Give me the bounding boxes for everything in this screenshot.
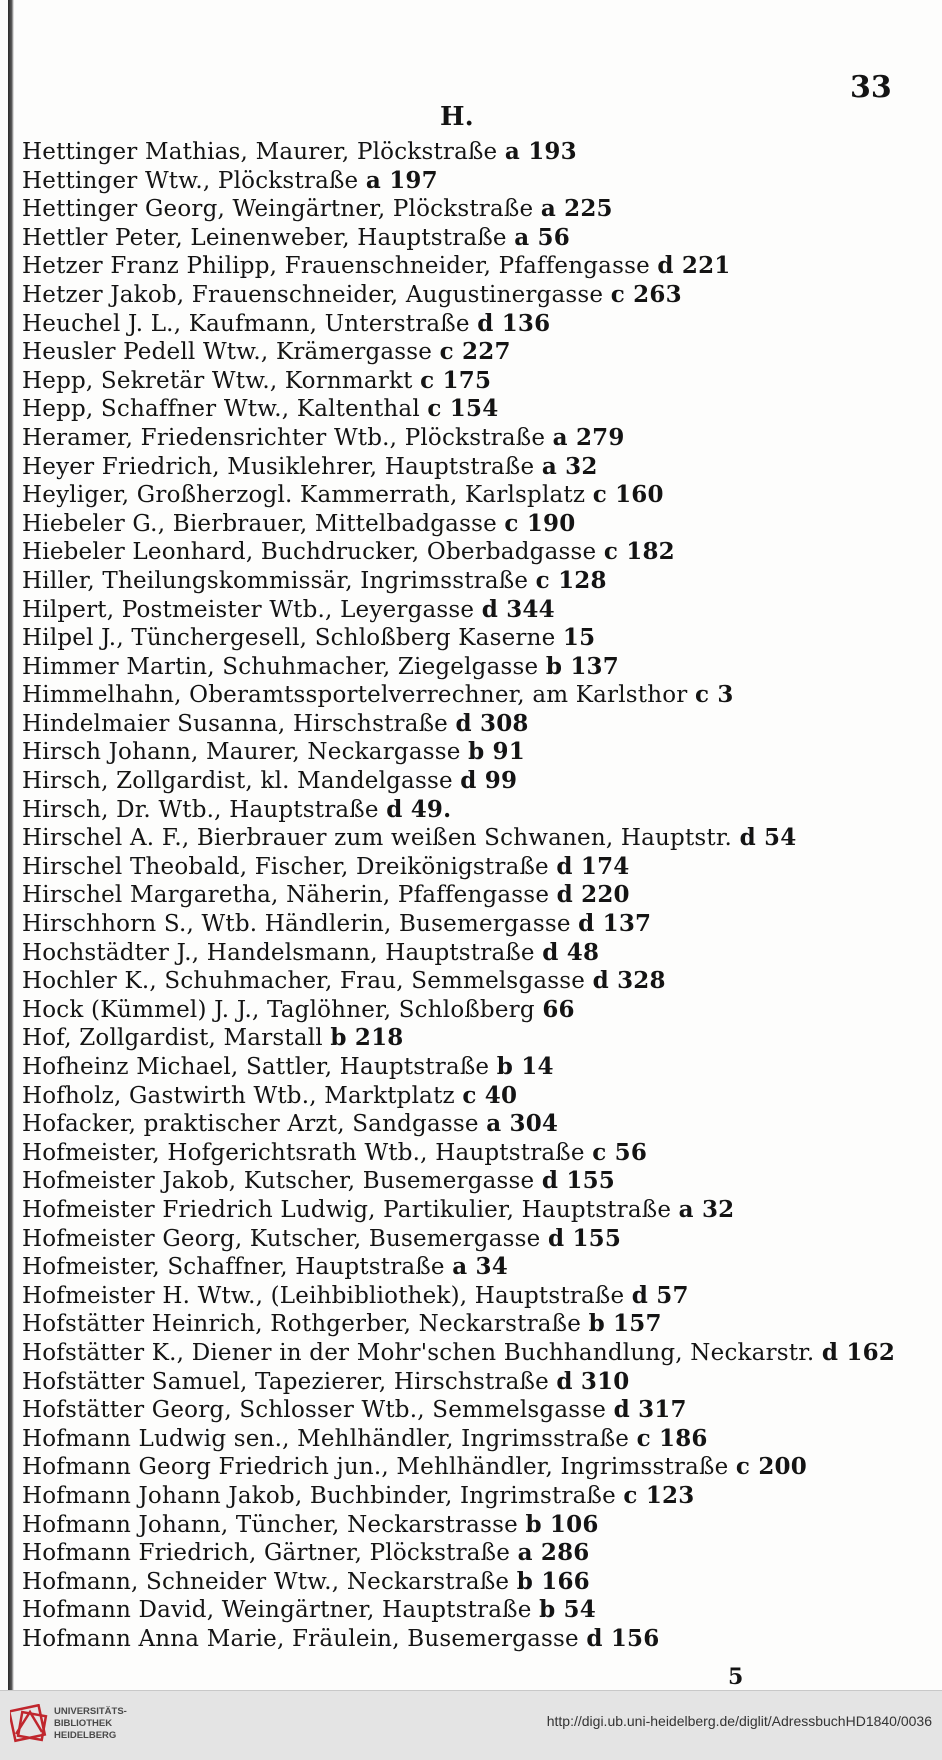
entry-text: Hiller, Theilungskommissär, Ingrimsstraße (22, 567, 529, 594)
address-entry (22, 367, 922, 396)
entry-text: Hetzer Jakob, Frauenschneider, Augustinergasse (22, 281, 604, 308)
address-entry (22, 853, 922, 882)
entry-house-number: b 54 (539, 1596, 596, 1624)
library-name-line-3: HEIDELBERG (54, 1730, 117, 1741)
entry-house-number: d 137 (578, 910, 652, 938)
entry-text: Hofholz, Gastwirth Wtb., Marktplatz (22, 1082, 455, 1109)
entry-house-number: 66 (542, 995, 575, 1023)
entry-text: Hirschhorn S., Wtb. Händlerin, Busemergasse (22, 911, 571, 938)
entry-house-number: b 91 (468, 738, 525, 766)
entry-text: Hettinger Wtw., Plöckstraße (22, 167, 359, 194)
entry-text: Hofstätter Georg, Schlosser Wtb., Semmelsgasse (22, 1397, 607, 1424)
address-entry (22, 224, 922, 253)
entry-text: Hofmann David, Weingärtner, Hauptstraße (22, 1597, 532, 1624)
entry-house-number: d 174 (556, 852, 630, 880)
entry-text: Hofstätter Heinrich, Rothgerber, Neckarstraße (22, 1311, 582, 1338)
entry-house-number: d 220 (556, 881, 630, 909)
entry-text: Hofstätter K., Diener in der Mohr'schen Buchhandlung, Neckarstr. (22, 1339, 815, 1366)
entry-house-number: a 225 (540, 195, 613, 223)
entry-text: Hofmeister, Hofgerichtsrath Wtb., Hauptstraße (22, 1139, 585, 1166)
entry-text: Hofmann, Schneider Wtw., Neckarstraße (22, 1568, 510, 1595)
entry-house-number: d 344 (481, 595, 555, 623)
entry-house-number: b 218 (330, 1024, 404, 1052)
entry-text: Hofmeister, Schaffner, Hauptstraße (22, 1254, 445, 1281)
entry-text: Hirsch Johann, Maurer, Neckargasse (22, 739, 461, 766)
entry-house-number: d 54 (739, 824, 797, 852)
entry-house-number: a 279 (552, 423, 625, 451)
entry-house-number: d 136 (477, 309, 551, 337)
entry-house-number: b 106 (525, 1510, 599, 1538)
entry-house-number: c 227 (439, 338, 511, 366)
entry-text: Hepp, Sekretär Wtw., Kornmarkt (22, 367, 413, 394)
entry-text: Hilpel J., Tünchergesell, Schloßberg Kaserne (22, 625, 556, 652)
address-entry (22, 1539, 922, 1568)
address-entry (22, 767, 922, 796)
entry-house-number: c 56 (592, 1138, 648, 1166)
address-entry (22, 252, 922, 281)
entry-house-number: c 128 (535, 566, 607, 594)
address-entry (22, 653, 922, 682)
page-number: 33 (850, 70, 892, 105)
section-letter: H. (440, 102, 474, 132)
address-entry (22, 1368, 922, 1397)
entry-house-number: c 263 (610, 280, 682, 308)
address-entry (22, 1024, 922, 1053)
entry-text: Hof, Zollgardist, Marstall (22, 1025, 323, 1052)
address-entry (22, 481, 922, 510)
address-entry (22, 596, 922, 625)
entry-house-number: d 99 (460, 767, 518, 795)
entry-house-number: d 49. (386, 795, 452, 823)
entry-house-number: b 14 (496, 1053, 554, 1080)
address-entry (22, 453, 922, 482)
address-entry (22, 1282, 922, 1311)
address-entry (22, 1253, 922, 1282)
entry-house-number: d 317 (613, 1396, 687, 1424)
entry-house-number: a 304 (486, 1110, 559, 1138)
entry-text: Hofheinz Michael, Sattler, Hauptstraße (22, 1054, 490, 1080)
entry-text: Hofstätter Samuel, Tapezierer, Hirschstraße (22, 1368, 549, 1395)
entry-text: Hilpert, Postmeister Wtb., Leyergasse (22, 596, 475, 623)
entry-house-number: c 40 (462, 1081, 518, 1109)
address-entry (22, 681, 922, 710)
address-entry (22, 338, 922, 367)
signature-mark: 5 (728, 1664, 744, 1690)
entry-house-number: a 32 (678, 1195, 735, 1223)
address-entry-list (22, 138, 922, 1653)
address-entry (22, 1225, 922, 1254)
address-entry (22, 1396, 922, 1425)
entry-text: Hettler Peter, Leinenweber, Hauptstraße (22, 224, 507, 251)
entry-house-number: d 155 (541, 1167, 615, 1195)
address-entry (22, 939, 922, 968)
entry-text: Hirsch, Dr. Wtb., Hauptstraße (22, 796, 379, 823)
entry-house-number: b 166 (516, 1567, 590, 1595)
entry-text: Hock (Kümmel) J. J., Taglöhner, Schloßberg (22, 996, 535, 1023)
entry-house-number: a 56 (514, 223, 570, 251)
entry-house-number: d 57 (631, 1281, 689, 1309)
address-entry (22, 424, 922, 453)
library-name-line-2: BIBLIOTHEK (54, 1718, 113, 1729)
entry-house-number: c 200 (735, 1453, 807, 1481)
library-name (54, 1706, 127, 1742)
entry-text: Hetzer Franz Philipp, Frauenschneider, Pfaffengasse (22, 253, 650, 280)
entry-text: Hofmeister H. Wtw., (Leihbibliothek), Hauptstraße (22, 1282, 625, 1309)
address-entry (22, 567, 922, 596)
address-entry (22, 167, 922, 196)
entry-text: Hofmann Johann Jakob, Buchbinder, Ingrimstraße (22, 1482, 616, 1509)
entry-text: Heramer, Friedensrichter Wtb., Plöckstraße (22, 424, 546, 451)
entry-text: Himmer Martin, Schuhmacher, Ziegelgasse (22, 653, 539, 680)
entry-house-number: c 123 (623, 1481, 695, 1509)
entry-text: Hirschel A. F., Bierbrauer zum weißen Schwanen, Hauptstr. (22, 825, 733, 852)
entry-text: Hirschel Theobald, Fischer, Dreikönigstraße (22, 853, 549, 880)
entry-text: Heyliger, Großherzogl. Kammerrath, Karlsplatz (22, 482, 586, 509)
book-spine-shadow (8, 0, 14, 1690)
entry-house-number: d 48 (542, 938, 600, 966)
entry-house-number: a 32 (541, 452, 598, 480)
address-entry (22, 1110, 922, 1139)
entry-text: Hochstädter J., Handelsmann, Hauptstraße (22, 939, 535, 966)
entry-text: Hofmann Georg Friedrich jun., Mehlhändler, Ingrimsstraße (22, 1454, 729, 1481)
entry-house-number: b 137 (545, 652, 619, 680)
entry-text: Hofmeister Georg, Kutscher, Busemergasse (22, 1225, 541, 1252)
entry-house-number: c 182 (603, 538, 675, 566)
entry-house-number: d 155 (547, 1224, 622, 1252)
address-entry (22, 310, 922, 339)
entry-text: Hofmann Ludwig sen., Mehlhändler, Ingrimsstraße (22, 1425, 630, 1452)
address-entry (22, 796, 922, 825)
entry-text: Hirschel Margaretha, Näherin, Pfaffengasse (22, 882, 550, 909)
entry-house-number: c 154 (427, 395, 499, 423)
address-entry (22, 395, 922, 424)
entry-house-number: c 186 (636, 1424, 708, 1452)
address-entry (22, 510, 922, 539)
viewer-footer (0, 1690, 942, 1760)
address-entry (22, 1167, 922, 1196)
entry-text: Heusler Pedell Wtw., Krämergasse (22, 339, 433, 366)
entry-text: Hiebeler G., Bierbrauer, Mittelbadgasse (22, 510, 497, 537)
entry-text: Hettinger Georg, Weingärtner, Plöckstraße (22, 196, 534, 223)
address-entry (22, 1596, 922, 1625)
entry-house-number: 15 (562, 624, 596, 652)
address-entry (22, 967, 922, 996)
entry-house-number: d 156 (586, 1624, 660, 1652)
entry-text: Heyer Friedrich, Musiklehrer, Hauptstraße (22, 453, 535, 480)
entry-text: Hofmann Anna Marie, Fräulein, Busemergasse (22, 1625, 579, 1652)
entry-house-number: c 160 (592, 481, 664, 509)
entry-text: Hirsch, Zollgardist, kl. Mandelgasse (22, 768, 453, 795)
address-entry (22, 1482, 922, 1511)
address-entry (22, 1453, 922, 1482)
entry-house-number: c 190 (504, 509, 576, 537)
entry-text: Hofmeister Friedrich Ludwig, Partikulier, Hauptstraße (22, 1196, 672, 1223)
university-library-logo-icon[interactable] (10, 1704, 50, 1744)
entry-house-number: d 221 (657, 252, 731, 280)
library-name-line-1: UNIVERSITÄTS- (54, 1706, 127, 1717)
entry-house-number: c 175 (420, 366, 492, 394)
address-entry (22, 1425, 922, 1454)
address-entry (22, 195, 922, 224)
entry-text: Himmelhahn, Oberamtssportelverrechner, am Karlsthor (22, 682, 688, 709)
entry-text: Hindelmaier Susanna, Hirschstraße (22, 710, 448, 737)
entry-house-number: a 286 (517, 1539, 590, 1567)
address-entry (22, 138, 922, 167)
address-entry (22, 1625, 922, 1654)
address-entry (22, 281, 922, 310)
address-entry (22, 1568, 922, 1597)
address-entry (22, 996, 922, 1025)
entry-house-number: a 34 (452, 1253, 508, 1281)
entry-text: Hiebeler Leonhard, Buchdrucker, Oberbadgasse (22, 539, 597, 566)
entry-text: Hepp, Schaffner Wtw., Kaltenthal (22, 396, 420, 423)
address-entry (22, 1196, 922, 1225)
entry-text: Heuchel J. L., Kaufmann, Unterstraße (22, 310, 470, 337)
address-entry (22, 1511, 922, 1540)
entry-text: Hettinger Mathias, Maurer, Plöckstraße (22, 139, 498, 165)
entry-text: Hofmeister Jakob, Kutscher, Busemergasse (22, 1168, 535, 1195)
address-entry (22, 738, 922, 767)
entry-house-number: c 3 (695, 681, 734, 709)
address-entry (22, 624, 922, 653)
entry-text: Hofmann Friedrich, Gärtner, Plöckstraße (22, 1540, 511, 1567)
address-entry (22, 538, 922, 567)
entry-house-number: d 162 (821, 1338, 896, 1366)
permalink-url[interactable]: http://digi.ub.uni-heidelberg.de/diglit/AdressbuchHD1840/0036 (546, 1713, 932, 1729)
address-entry (22, 824, 922, 853)
address-entry (22, 1339, 922, 1368)
address-entry (22, 881, 922, 910)
entry-text: Hofacker, praktischer Arzt, Sandgasse (22, 1111, 479, 1138)
entry-house-number: d 328 (592, 967, 666, 995)
address-entry (22, 1310, 922, 1339)
address-entry (22, 1139, 922, 1168)
entry-house-number: d 310 (556, 1367, 630, 1395)
address-entry (22, 1053, 922, 1082)
entry-house-number: a 193 (504, 138, 577, 165)
entry-text: Hofmann Johann, Tüncher, Neckarstrasse (22, 1511, 518, 1538)
entry-house-number: b 157 (588, 1310, 662, 1338)
address-entry (22, 910, 922, 939)
address-entry (22, 1082, 922, 1111)
entry-house-number: a 197 (365, 166, 438, 194)
entry-house-number: d 308 (455, 709, 529, 737)
address-entry (22, 710, 922, 739)
entry-text: Hochler K., Schuhmacher, Frau, Semmelsgasse (22, 968, 586, 995)
